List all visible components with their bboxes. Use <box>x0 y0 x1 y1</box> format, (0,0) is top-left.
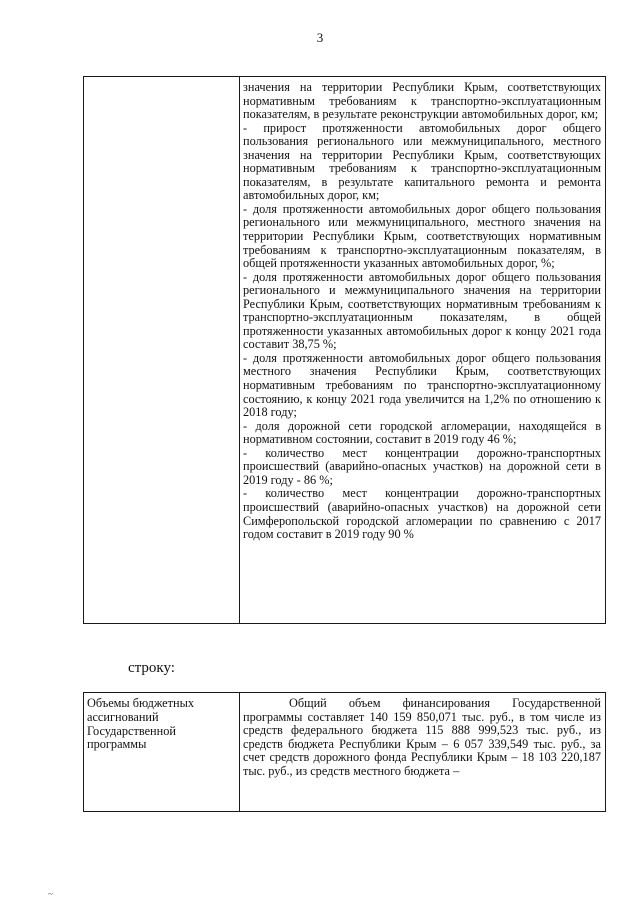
indicator-line: - доля дорожной сети городской агломерации, находящейся в нормативном состоянии, составит в 2019 году 46 %; <box>243 418 601 447</box>
budget-text-block <box>240 693 605 778</box>
row-label: строку: <box>128 660 175 676</box>
table2-left-cell <box>84 693 240 812</box>
indicator-line: - доля протяженности автомобильных дорог общего пользования местного значения Республики Крым, соответствующих нормативным требованиям по транспортно-эксплуатационному состоянию, к концу 2021 года увеличится на 1,2% по отношению к 2018 году; <box>243 350 601 420</box>
indicator-line: - доля протяженности автомобильных дорог общего пользования регионального или межмуниципального, местного значения на территории Республики Крым, соответствующих нормативным требованиям к транспортно-эксплуатационным показателям, в общей протяженности указанных автомобильных дорог, %; <box>243 201 601 271</box>
table1-left-cell <box>84 77 240 624</box>
indicator-line: - прирост протяженности автомобильных дорог общего пользования регионального или межмуниципального, местного значения на территории Республики Крым, соответствующих нормативным требованиям к транспортно-эксплуатационным показателям, в результате капитального ремонта и ремонта автомобильных дорог, км; <box>243 120 601 203</box>
indicators-text <box>240 77 605 542</box>
program-table-indicators <box>83 76 606 624</box>
budget-text: Общий объем финансирования Государственной программы составляет 140 159 850,071 тыс. руб., в том числе из средств федерального бюджета 115 888 999,523 тыс. руб., из средств бюджета Республики Крым – 6 057 339,549 тыс. руб., за счет средств дорожного фонда Республики Крым – 18 103 220,187 тыс. руб., из средств местного бюджета – <box>243 696 601 778</box>
table2-right-cell <box>240 693 606 812</box>
budget-heading: Объемы бюджетных ассигнований Государственной программы <box>87 696 194 752</box>
table1-right-cell <box>240 77 606 624</box>
indicator-line: - количество мест концентрации дорожно-транспортных происшествий (аварийно-опасных участков) на дорожной сети Симферопольской городской агломерации по сравнению с 2017 годом составит в 2019 году 90 % <box>243 486 601 542</box>
scan-mark: ~ <box>48 889 53 899</box>
indicator-line: - количество мест концентрации дорожно-транспортных происшествий (аварийно-опасных участков) на дорожной сети в 2019 году - 86 %; <box>243 445 601 487</box>
program-table-budget <box>83 692 606 812</box>
indicator-line: значения на территории Республики Крым, соответствующих нормативным требованиям к транспортно-эксплуатационным показателям, в результате реконструкции автомобильных дорог, км; <box>243 80 601 122</box>
indicator-line: - доля протяженности автомобильных дорог общего пользования регионального и межмуниципального значения на территории Республики Крым, соответствующих нормативным требованиям к транспортно-эксплуатационным показателям, в общей протяженности указанных автомобильных дорог к концу 2021 года составит 38,75 %; <box>243 269 601 352</box>
table1-left-text <box>84 77 239 81</box>
page-number: 3 <box>316 30 324 45</box>
